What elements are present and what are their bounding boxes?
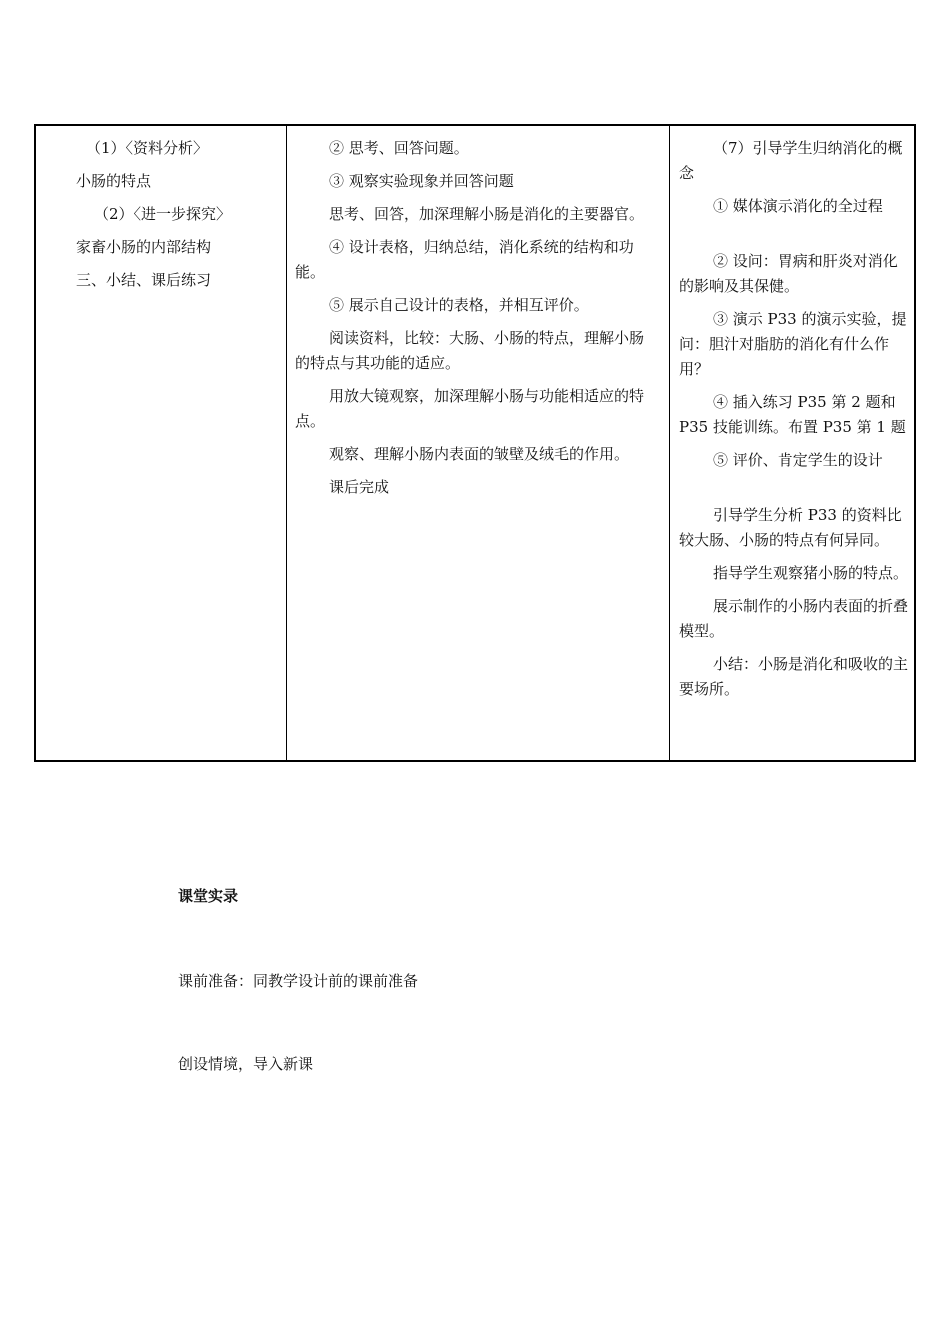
- lesson-plan-table: [34, 124, 916, 762]
- table-cell-text: 小肠的特点: [76, 172, 152, 190]
- table-cell-text: （7）引导学生归纳消化的概念: [679, 139, 903, 182]
- table-cell-text: ② 设问：胃病和肝炎对消化的影响及其保健。: [679, 252, 898, 295]
- table-column-student-activity: [287, 126, 670, 760]
- prep-text: 课前准备：同教学设计前的课前准备: [178, 972, 419, 990]
- table-cell-text: 引导学生分析 P33 的资料比较大肠、小肠的特点有何异同。: [679, 506, 902, 549]
- table-cell-text: 小结：小肠是消化和吸收的主要场所。: [679, 655, 909, 698]
- intro-text: 创设情境，导入新课: [178, 1055, 314, 1073]
- table-cell-text: ⑤ 展示自己设计的表格，并相互评价。: [329, 296, 589, 314]
- table-cell-text: ⑤ 评价、肯定学生的设计: [713, 451, 883, 469]
- table-cell-text: ② 思考、回答问题。: [329, 139, 469, 157]
- table-cell-text: 用放大镜观察，加深理解小肠与功能相适应的特点。: [295, 387, 645, 430]
- table-cell-text: ④ 插入练习 P35 第 2 题和 P35 技能训练。布置 P35 第 1 题: [679, 393, 906, 436]
- table-cell-text: ③ 演示 P33 的演示实验，提问：胆汁对脂肪的消化有什么作用？: [679, 310, 907, 378]
- table-cell-text: （2）〈进一步探究〉: [94, 205, 232, 223]
- table-cell-text: 三、小结、课后练习: [76, 271, 212, 289]
- table-cell-text: 课后完成: [329, 478, 390, 496]
- table-cell-text: ① 媒体演示消化的全过程: [713, 197, 883, 215]
- table-cell-text: ④ 设计表格，归纳总结，消化系统的结构和功能。: [295, 238, 634, 281]
- table-cell-text: 阅读资料，比较：大肠、小肠的特点，理解小肠的特点与其功能的适应。: [295, 329, 645, 372]
- table-cell-text: （1）〈资料分析〉: [86, 139, 209, 157]
- table-cell-text: 展示制作的小肠内表面的折叠模型。: [679, 597, 909, 640]
- table-cell-text: ③ 观察实验现象并回答问题: [329, 172, 514, 190]
- section-heading: 课堂实录: [178, 887, 239, 905]
- table-cell-text: 指导学生观察猪小肠的特点。: [713, 564, 909, 582]
- table-column-teacher-activity: [670, 126, 914, 760]
- table-cell-text: 思考、回答，加深理解小肠是消化的主要器官。: [329, 205, 645, 223]
- table-column-content: [36, 126, 287, 760]
- table-cell-text: 观察、理解小肠内表面的皱壁及绒毛的作用。: [329, 445, 630, 463]
- table-cell-text: 家畜小肠的内部结构: [76, 238, 212, 256]
